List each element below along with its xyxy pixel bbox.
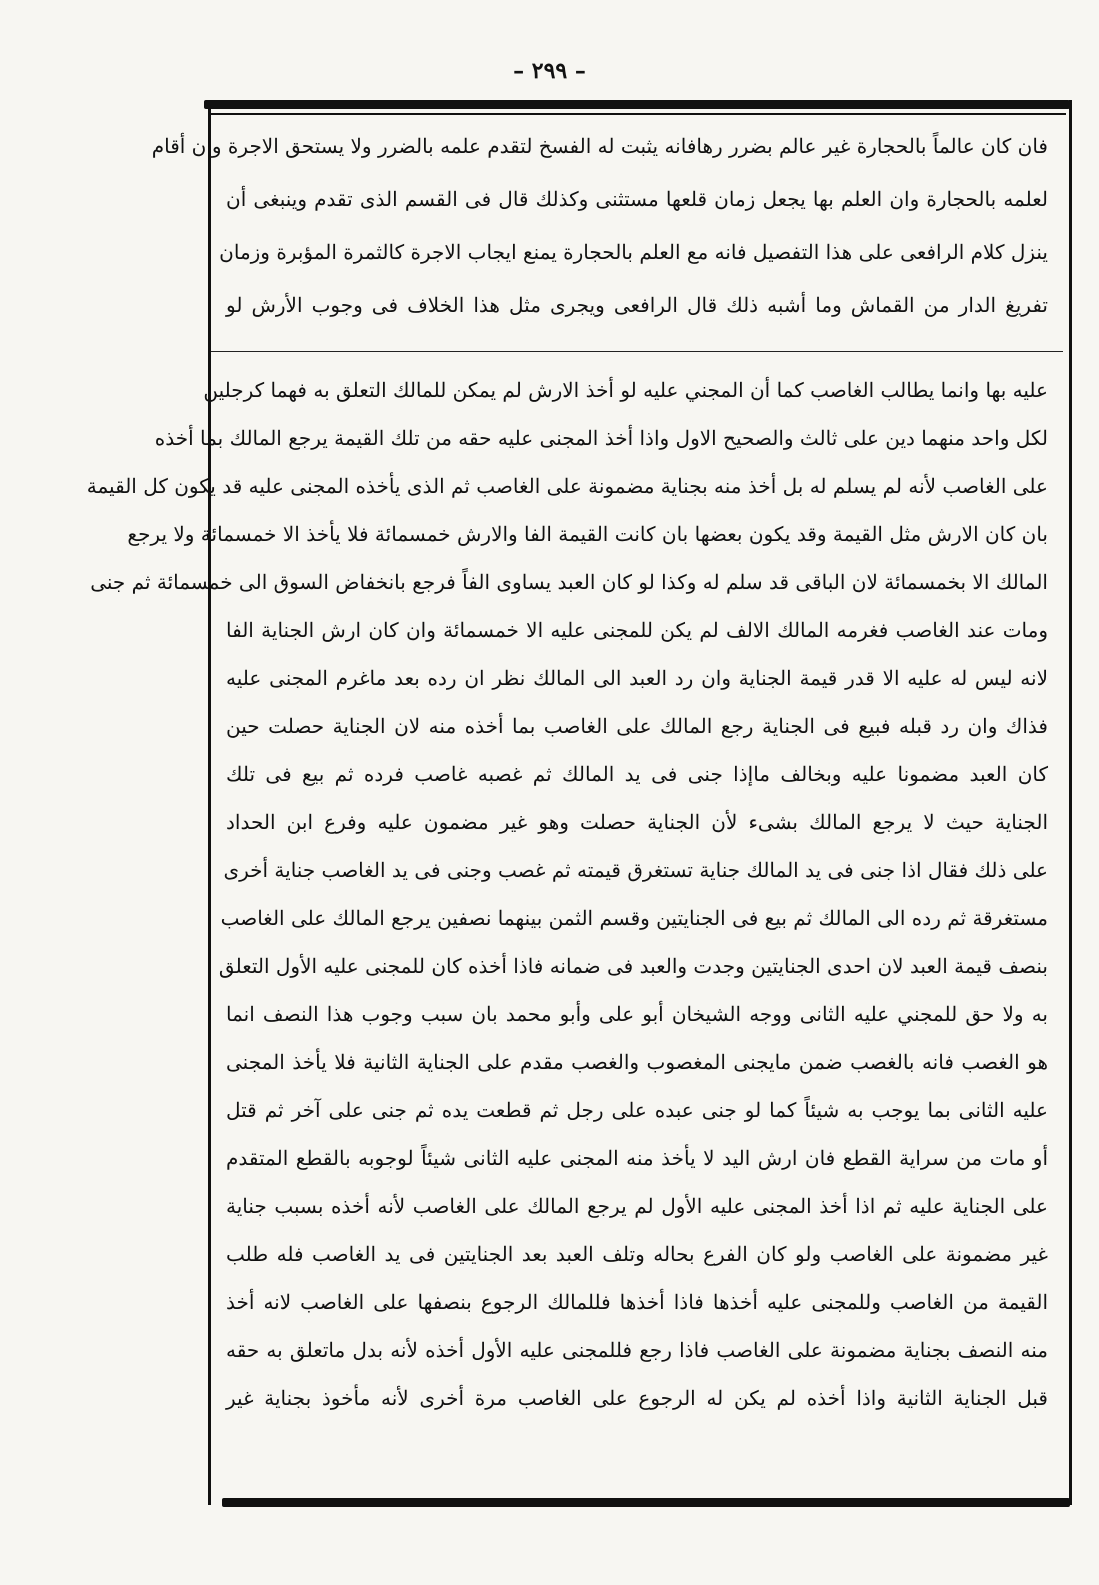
text-line: به ولا حق للمجني عليه الثانى ووجه الشيخان أبو على وأبو محمد بان سبب وجوب هذا النصف انما [226, 1002, 1048, 1026]
text-line: منه النصف بجناية مضمونة على الغاصب فاذا رجع فللمجنى عليه الأول أخذه لأنه بدل ماتعلق به حقه [226, 1338, 1048, 1362]
page-number: – ٢٩٩ – [513, 58, 586, 84]
top-rule-thin [208, 113, 1066, 115]
text-line: تفريغ الدار من القماش وما أشبه ذلك قال الرافعى ويجرى مثل هذا الخلاف فى وجوب الأرش لو [226, 293, 1048, 317]
text-line: ومات عند الغاصب فغرمه المالك الالف لم يكن للمجنى عليه الا خمسمائة وان كان ارش الجناية الفا [226, 618, 1048, 642]
text-line: على ذلك فقال اذا جنى فى يد المالك جناية تستغرق قيمته ثم غصب وجنى فى يد الغاصب جناية أخرى [223, 858, 1048, 882]
text-line: غير مضمونة على الغاصب ولو كان الفرع بحاله وتلف العبد بعد الجنايتين فى يد الغاصب فله طلب [226, 1242, 1048, 1266]
top-rule [204, 100, 1070, 109]
text-line: المالك الا بخمسمائة لان الباقى قد سلم له وكذا لو كان العبد يساوى الفاً فرجع بانخفاض السوق الى خمسمائة ثم جنى [90, 570, 1048, 594]
text-line: مستغرقة ثم رده الى المالك ثم بيع فى الجنايتين وقسم الثمن بينهما نصفين يرجع المالك على الغاصب [220, 906, 1048, 930]
text-line: أو مات من سراية القطع فان ارش اليد لا يأخذ منه المجنى عليه الثانى شيئاً لوجوبه بالقطع المتقدم [226, 1146, 1048, 1170]
upper-text-section [151, 120, 1048, 332]
text-line: على الجناية عليه ثم اذا أخذ المجنى عليه الأول لم يرجع المالك على الغاصب لأنه أخذه بسبب جناية [226, 1194, 1048, 1218]
text-line: فان كان عالماً بالحجارة غير عالم بضرر رهافانه يثبت له الفسخ لتقدم علمه بالضرر ولا يستحق الاجرة وان أقام [151, 134, 1048, 158]
text-line: لكل واحد منهما دين على ثالث والصحيح الاول واذا أخذ المجنى عليه حقه من تلك القيمة يرجع المالك بما أخذه [154, 426, 1048, 450]
text-line: كان العبد مضمونا عليه وبخالف ماإذا جنى فى يد المالك ثم غصبه غاصب فرده ثم بيع فى تلك [226, 762, 1049, 786]
text-line: عليه بها وانما يطالب الغاصب كما أن المجني عليه لو أخذ الارش لم يمكن للمالك التعلق به فهما كرجلين [203, 378, 1048, 402]
text-line: عليه الثانى بما يوجب به شيئاً كما لو جنى عبده على رجل ثم قطعت يده ثم جنى على آخر ثم قتل [226, 1098, 1048, 1122]
text-line: لانه ليس له عليه الا قدر قيمة الجناية وان رد العبد الى المالك نظر ان رده بعد ماغرم المجنى عليه [226, 666, 1048, 690]
text-line: لعلمه بالحجارة وان العلم بها يجعل زمان قلعها مستثنى وكذلك قال فى القسم الذى تقدم وينبغى أن [226, 187, 1048, 211]
section-divider [211, 351, 1063, 352]
text-line: قبل الجناية الثانية واذا أخذه لم يكن له الرجوع على الغاصب مرة أخرى لأنه مأخوذ بجناية غير [226, 1386, 1048, 1410]
main-text-section [86, 366, 1049, 1422]
text-line: هو الغصب فانه بالغصب ضمن مايجنى المغصوب والغصب مقدم على الجناية الثانية فلا يأخذ المجنى [226, 1050, 1048, 1074]
text-line: ينزل كلام الرافعى على هذا التفصيل فانه مع العلم بالحجارة يمنع ايجاب الاجرة كالثمرة المؤبرة وزمان [219, 240, 1048, 264]
text-line: بان كان الارش مثل القيمة وقد يكون بعضها بان كانت القيمة الفا والارش خمسمائة فلا يأخذ الا خمسمائة ولا يرجع [127, 522, 1048, 546]
text-line: القيمة من الغاصب وللمجنى عليه أخذها فاذا أخذها فللمالك الرجوع بنصفها على الغاصب لانه أخذ [226, 1290, 1048, 1314]
text-line: الجناية حيث لا يرجع المالك بشىء لأن الجناية حصلت وهو غير مضمون عليه وفرع ابن الحداد [226, 810, 1048, 834]
text-line: فذاك وان رد قبله فبيع فى الجناية رجع المالك على الغاصب بما أخذه منه لان الجناية حصلت حين [226, 714, 1048, 738]
text-line: على الغاصب لأنه لم يسلم له بل أخذ منه بجناية مضمونة على الغاصب ثم الذى يأخذه المجنى عليه قد يكون كل القيمة [86, 474, 1048, 498]
bottom-rule [222, 1498, 1070, 1507]
text-line: بنصف قيمة العبد لان احدى الجنايتين وجدت والعبد فى ضمانه فاذا أخذه كان للمجنى عليه الأول التعلق [218, 954, 1048, 978]
